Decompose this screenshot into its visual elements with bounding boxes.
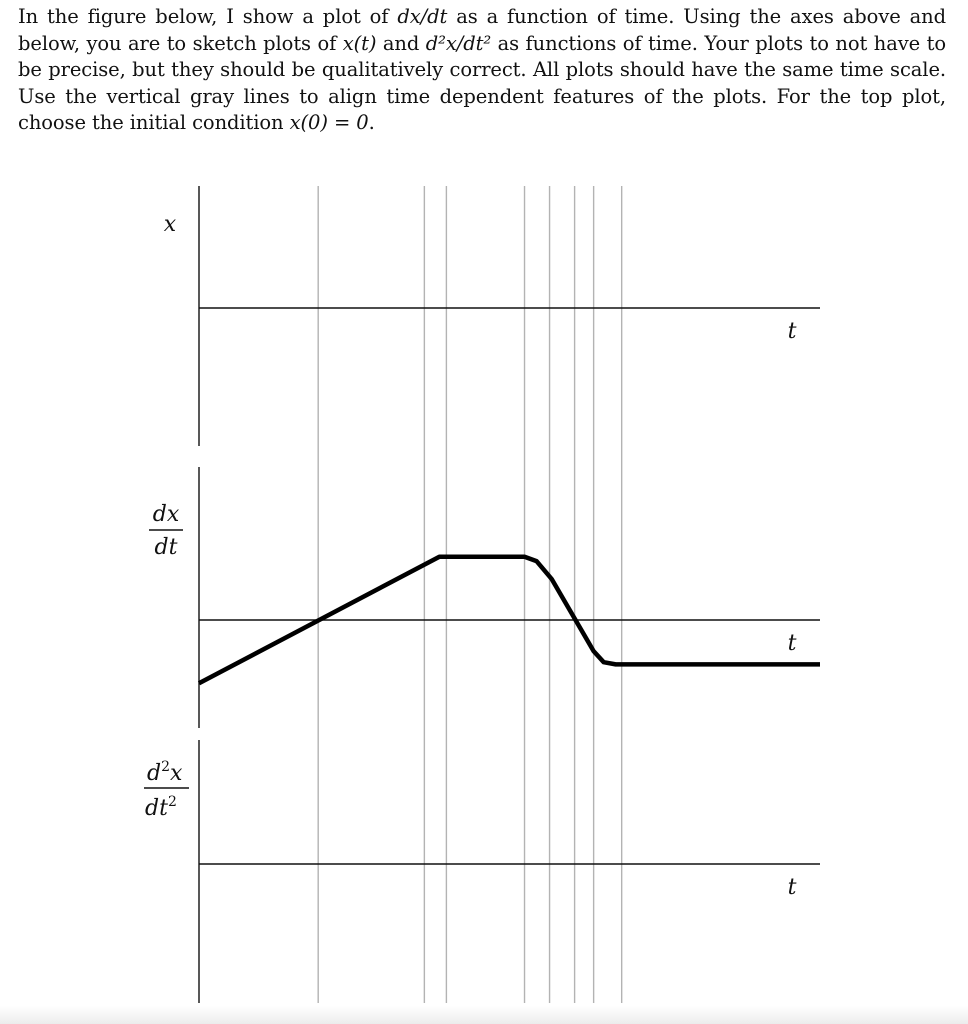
middle-plot-t-label: t [787,631,797,656]
math-initial-condition: x(0) = 0 [289,111,369,134]
top-plot-y-label: x [163,212,177,237]
math-dxdt: dx/dt [397,5,448,28]
middle-plot [149,467,820,728]
top-plot [164,186,820,446]
top-plot-t-label: t [787,319,797,344]
problem-text-part: and [376,31,426,55]
numerator-d: d [147,761,162,786]
page-bottom-edge [0,1006,968,1024]
problem-text-part: as a function of time. Using the axes above and below, you are to sketch plots of [18,5,946,55]
problem-text-part: In the figure below, I show a plot of [18,5,398,28]
problem-text-part: as functions of time. Your plots to not have to be precise, but they should be qualitatively correct. All plots should have the same time scale. Use the vertical gray lines to align time dependent features of the plots. For the top plot, choose the initial condition [18,31,946,134]
bottom-plot-t-label: t [787,875,797,900]
denominator-exponent: 2 [167,794,177,810]
bottom-plot-y-label-numerator [147,759,183,786]
numerator-exponent: 2 [161,759,171,775]
numerator-x: x [170,761,183,786]
middle-plot-y-label-denominator: dt [154,535,178,560]
math-d2xdt2: d²x/dt² [425,31,492,55]
bottom-plot-y-label-denominator [145,794,177,821]
math-x-of-t: x(t) [342,31,377,55]
problem-text-part: . [368,111,375,134]
middle-plot-y-label-numerator: dx [152,502,180,527]
bottom-plot [144,740,820,1003]
denominator-dt: dt [145,796,168,821]
